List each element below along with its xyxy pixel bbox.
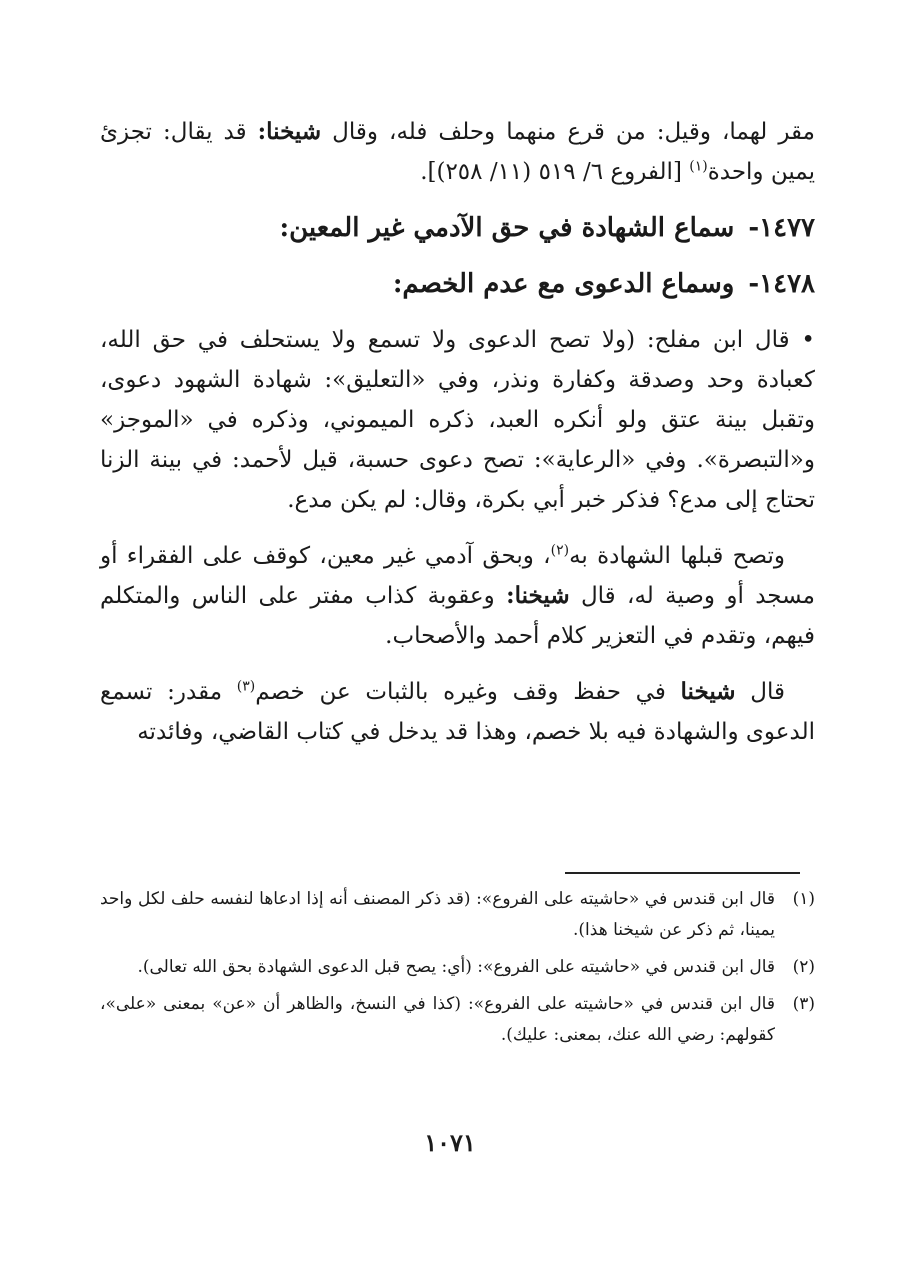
paragraph-3 (100, 536, 815, 656)
shaykhuna-label-1: شيخنا: (257, 118, 322, 145)
paragraph-1-text-a: مقر لهما، وقيل: من قرع منهما وحلف فله، وقال (321, 119, 815, 145)
footnote-1 (100, 884, 815, 946)
footnote-ref-3[interactable]: (٣) (236, 678, 256, 695)
footnote-number: (٢) (792, 957, 815, 977)
paragraph-3-text-c: وعقوبة كذاب مفتر على الناس والمتكلم فيهم، وتقدم في التعزير كلام أحمد والأصحاب. (100, 583, 815, 649)
section-number-1477: ١٤٧٧- (748, 213, 815, 243)
section-heading-1477 (100, 208, 815, 248)
paragraph-4-text-a: قال (735, 679, 785, 705)
footnotes (100, 884, 815, 1057)
section-title-1477: سماع الشهادة في حق الآدمي غير المعين: (279, 213, 735, 243)
footnote-ref-2[interactable]: (٢) (550, 542, 570, 559)
footnote-text: قال ابن قندس في «حاشيته على الفروع»: (كذا في النسخ، والظاهر أن «عن» بمعنى «على»، كقولهم: رضي الله عنك، بمعنى: عليك). (100, 994, 775, 1045)
section-heading-1478 (100, 264, 815, 304)
paragraph-4 (100, 672, 815, 752)
footnote-text: قال ابن قندس في «حاشيته على الفروع»: (قد ذكر المصنف أنه إذا ادعاها لنفسه حلف لكل واحد يمينا، ثم ذكر عن شيخنا هذا). (100, 889, 775, 940)
footnote-ref-1[interactable]: (١) (689, 158, 708, 175)
page-number: ١٠٧١ (424, 1128, 476, 1157)
paragraph-4-text-b: في حفظ وقف وغيره بالثبات عن خصم (255, 679, 681, 705)
paragraph-1-citation: [الفروع ٦/ ٥١٩ (١١/ ٢٥٨)]. (420, 159, 690, 185)
footnote-2 (100, 952, 815, 983)
paragraph-1 (100, 112, 815, 192)
section-title-1478: وسماع الدعوى مع عدم الخصم: (392, 269, 735, 299)
footnote-number: (١) (792, 889, 815, 909)
shaykhuna-label-2: شيخنا: (506, 582, 570, 609)
footnote-separator (565, 872, 800, 874)
shaykhuna-label-3: شيخنا (680, 678, 736, 705)
footnote-3 (100, 989, 815, 1051)
paragraph-4-text-c: مقدر: تسمع الدعوى والشهادة فيه بلا خصم، وهذا قد يدخل في كتاب القاضي، وفائدته (100, 679, 815, 745)
paragraph-1-text-b: قد يقال: تجزئ يمين واحدة (100, 119, 815, 185)
section-number-1478: ١٤٧٨- (748, 269, 815, 299)
footnote-text: قال ابن قندس في «حاشيته على الفروع»: (أي: يصح قبل الدعوى الشهادة بحق الله تعالى). (137, 957, 775, 977)
paragraph-2: • قال ابن مفلح: (ولا تصح الدعوى ولا تسمع ولا يستحلف في حق الله، كعبادة وحد وصدقة وكفارة ونذر، وفي «التعليق»: شهادة الشهود دعوى، وتقبل بينة عتق ولو أنكره العبد، ذكره الميموني، وذكره في «الموجز» و«التبصرة». وفي «الرعاية»: تصح دعوى حسبة، قيل لأحمد: في بينة الزنا تحتاج إلى مدع؟ فذكر خبر أبي بكرة، وقال: لم يكن مدع. (100, 327, 815, 513)
footnote-number: (٣) (792, 994, 815, 1014)
paragraph-3-text-a: وتصح قبلها الشهادة به (569, 543, 785, 569)
paragraph-3-text-b: ، وبحق آدمي غير معين، كوقف على الفقراء أو مسجد أو وصية له، قال (100, 543, 815, 609)
